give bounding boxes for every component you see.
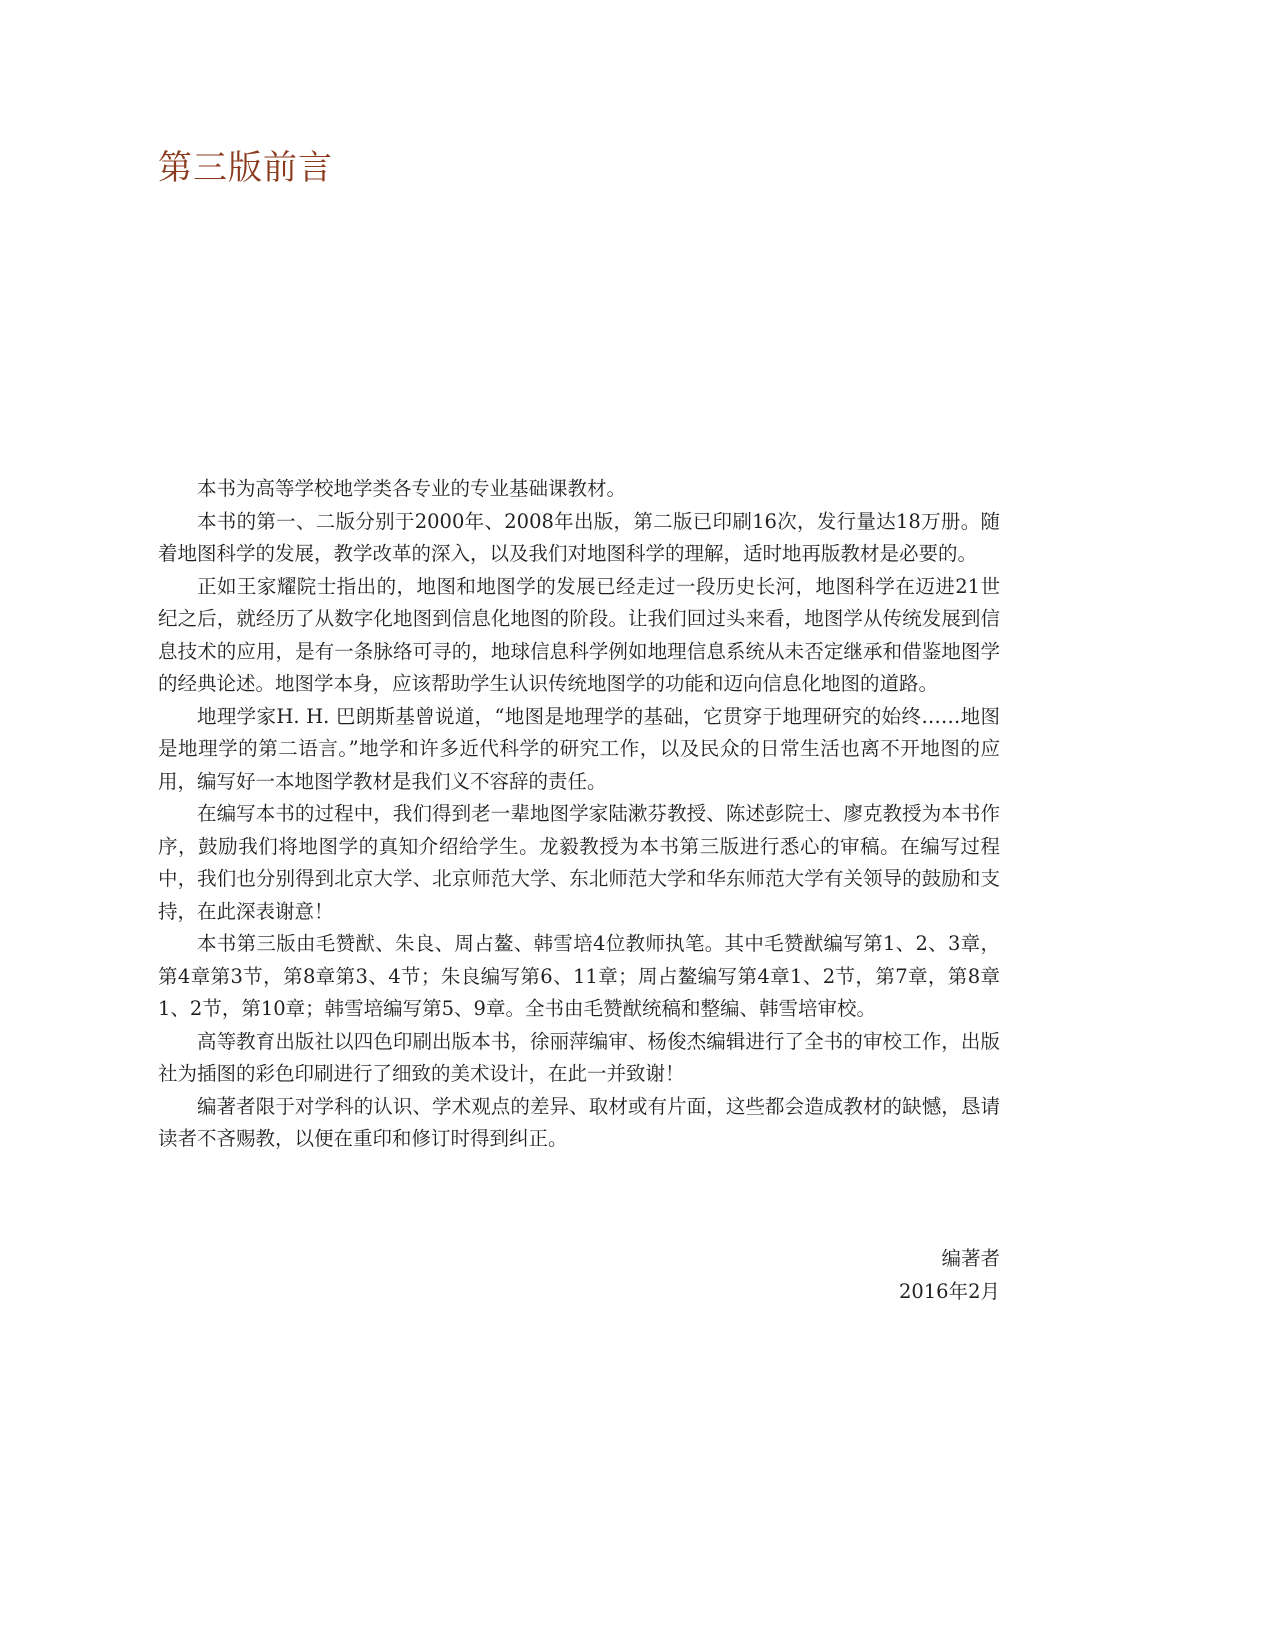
paragraph: 正如王家耀院士指出的，地图和地图学的发展已经走过一段历史长河，地图科学在迈进21世纪之后，就经历了从数字化地图到信息化地图的阶段。让我们回过头来看，地图学从传统发展到信息技术的应用，是有一条脉络可寻的，地球信息科学例如地理信息系统从未否定继承和借鉴地图学的经典论述。地图学本身，应该帮助学生认识传统地图学的功能和迈向信息化地图的道路。 — [158, 574, 1000, 695]
page-title: 第三版前言 — [158, 148, 333, 188]
signature-author: 编著者 — [941, 1247, 1000, 1270]
preface-body — [158, 473, 1000, 1156]
paragraph: 高等教育出版社以四色印刷出版本书，徐丽萍编审、杨俊杰编辑进行了全书的审校工作，出版社为插图的彩色印刷进行了细致的美术设计，在此一并致谢！ — [158, 1029, 1000, 1085]
signature-block — [700, 1242, 1000, 1308]
paragraph: 地理学家H. H. 巴朗斯基曾说道，“地图是地理学的基础，它贯穿于地理研究的始终……地图是地理学的第二语言。”地学和许多近代科学的研究工作，以及民众的日常生活也离不开地图的应用，编写好一本地图学教材是我们义不容辞的责任。 — [158, 704, 1000, 793]
paragraph: 本书第三版由毛赞猷、朱良、周占鳌、韩雪培4位教师执笔。其中毛赞猷编写第1、2、3章，第4章第3节，第8章第3、4节；朱良编写第6、11章；周占鳌编写第4章1、2节，第7章，第8章1、2节，第10章；韩雪培编写第5、9章。全书由毛赞猷统稿和整编、韩雪培审校。 — [158, 932, 1000, 1020]
paragraph: 本书为高等学校地学类各专业的专业基础课教材。 — [197, 477, 627, 500]
paragraph: 编著者限于对学科的认识、学术观点的差异、取材或有片面，这些都会造成教材的缺憾，恳请读者不吝赐教，以便在重印和修订时得到纠正。 — [158, 1094, 1000, 1150]
signature-date: 2016年2月 — [898, 1280, 1000, 1303]
paragraph: 本书的第一、二版分别于2000年、2008年出版，第二版已印刷16次，发行量达18万册。随着地图科学的发展，教学改革的深入，以及我们对地图科学的理解，适时地再版教材是必要的。 — [158, 509, 1000, 565]
paragraph: 在编写本书的过程中，我们得到老一辈地图学家陆漱芬教授、陈述彭院士、廖克教授为本书作序，鼓励我们将地图学的真知介绍给学生。龙毅教授为本书第三版进行悉心的审稿。在编写过程中，我们也分别得到北京大学、北京师范大学、东北师范大学和华东师范大学有关领导的鼓励和支持，在此深表谢意！ — [158, 802, 1000, 923]
